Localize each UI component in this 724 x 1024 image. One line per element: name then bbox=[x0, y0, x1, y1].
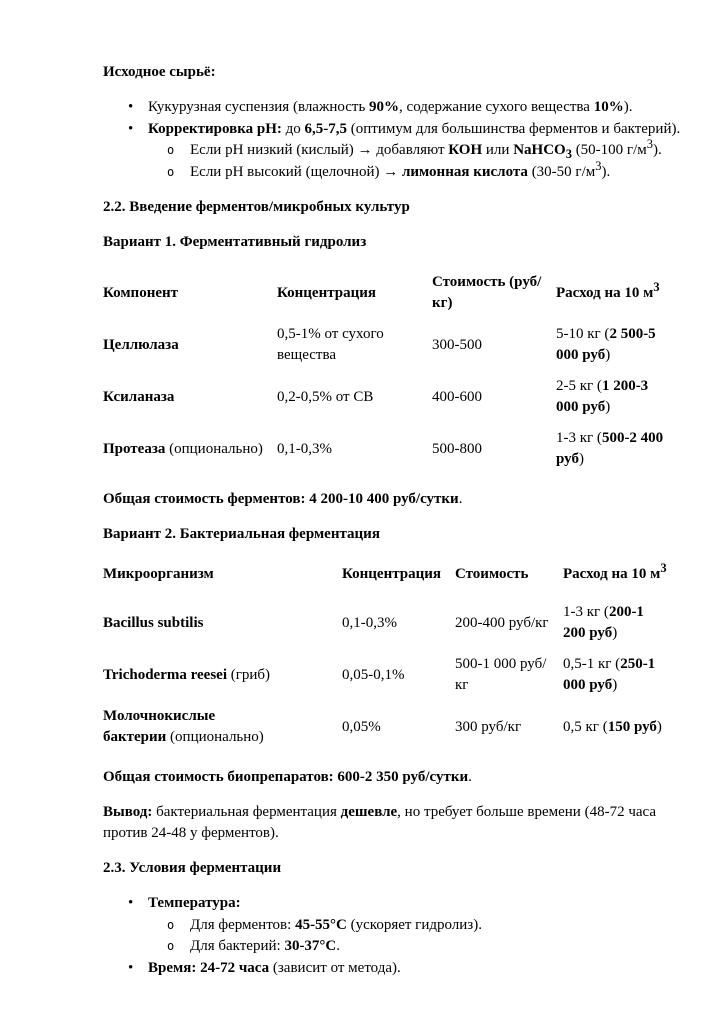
col-header-microorganism: Микроорганизм bbox=[103, 566, 214, 582]
bullet-item-text: Корректировка pH: до 6,5-7,5 (оптимум для большинства ферментов и бактерий). bbox=[148, 120, 681, 137]
cell-microorganism: Bacillus subtilis bbox=[103, 614, 204, 631]
bullet-item-text: Время: 24-72 часа (зависит от метода). bbox=[148, 959, 401, 976]
table-header-row bbox=[103, 267, 670, 319]
bullet-item-ph bbox=[103, 119, 684, 141]
col-header-cost: Стоимость (руб/кг) bbox=[432, 274, 542, 311]
bullet-item-corn bbox=[103, 97, 684, 119]
bullet-item-temp-enzymes bbox=[103, 915, 684, 937]
bacteria-table bbox=[103, 559, 670, 753]
cell-cost: 300 руб/кг bbox=[455, 718, 522, 735]
bullet-disc-icon: • bbox=[128, 120, 134, 137]
bullet-circle-icon: o bbox=[167, 143, 175, 157]
heading-raw-materials: Исходное сырьё: bbox=[103, 64, 216, 80]
table-row-lactic-bacteria bbox=[103, 701, 670, 753]
table-header-row bbox=[103, 559, 670, 597]
cell-consumption: 1-3 кг (500-2 400 руб) bbox=[556, 430, 664, 467]
bullet-item-time bbox=[103, 958, 684, 980]
bullet-item-temperature bbox=[103, 893, 684, 915]
col-header-concentration: Концентрация bbox=[342, 566, 442, 582]
cell-concentration: 0,1-0,3% bbox=[342, 614, 397, 631]
cell-concentration: 0,5-1% от сухого вещества bbox=[277, 326, 384, 363]
enzymes-table bbox=[103, 267, 670, 475]
cell-component: Ксиланаза bbox=[103, 388, 175, 405]
cell-concentration: 0,05-0,1% bbox=[342, 666, 405, 683]
heading-variant-1: Вариант 1. Ферментативный гидролиз bbox=[103, 234, 367, 250]
cell-cost: 300-500 bbox=[432, 336, 482, 353]
biopreparations-total: Общая стоимость биопрепаратов: 600-2 350 руб/сутки. bbox=[103, 769, 472, 785]
cell-concentration: 0,2-0,5% от СВ bbox=[277, 388, 374, 405]
bullet-circle-icon: o bbox=[167, 917, 175, 932]
cell-microorganism: Trichoderma reesei (гриб) bbox=[103, 666, 271, 683]
cell-cost: 200-400 руб/кг bbox=[455, 614, 549, 631]
raw-materials-list bbox=[103, 97, 684, 183]
cell-consumption: 0,5-1 кг (250-1 000 руб) bbox=[563, 656, 656, 693]
col-header-consumption: Расход на 10 $м^3$ bbox=[563, 561, 667, 582]
cell-concentration: 0,05% bbox=[342, 718, 381, 735]
bullet-item-text: Если pH низкий (кислый) → добавляют КОН или NaHCO$_3$ (50-100 $г/м^3$). bbox=[190, 137, 662, 161]
heading-section-2-2: 2.2. Введение ферментов/микробных культур bbox=[103, 199, 410, 215]
bullet-item-text: Температура: bbox=[148, 895, 241, 911]
col-header-cost: Стоимость bbox=[455, 566, 529, 582]
fermentation-conditions-list bbox=[103, 893, 684, 979]
cell-concentration: 0,1-0,3% bbox=[277, 440, 332, 457]
col-header-consumption: Расход на 10 $м^3$ bbox=[556, 279, 660, 301]
table-row-trichoderma bbox=[103, 649, 670, 701]
bullet-item-text: Кукурузная суспензия (влажность 90%, содержание сухого вещества 10%). bbox=[148, 99, 633, 115]
bullet-item-ph-high bbox=[103, 158, 684, 184]
cell-consumption: 5-10 кг (2 500-5 000 руб) bbox=[556, 326, 656, 363]
bullet-disc-icon: • bbox=[128, 895, 134, 911]
conclusion-paragraph: Вывод: бактериальная ферментация дешевле, но требует больше времени (48-72 часа против 24-48 у ферментов). bbox=[103, 804, 657, 841]
col-header-concentration: Концентрация bbox=[277, 284, 377, 301]
cell-microorganism: Молочнокислые бактерии (опционально) bbox=[103, 708, 264, 745]
bullet-disc-icon: • bbox=[128, 959, 134, 976]
bullet-item-text: Если pH высокий (щелочной) → лимонная кислота (30-50 $г/м^3$). bbox=[190, 158, 611, 180]
table-row-bacillus bbox=[103, 597, 670, 649]
bullet-item-temp-bacteria bbox=[103, 936, 684, 958]
table-row-xylanase bbox=[103, 371, 670, 423]
heading-variant-2: Вариант 2. Бактериальная ферментация bbox=[103, 526, 380, 542]
bullet-disc-icon: • bbox=[128, 99, 134, 115]
cell-consumption: 2-5 кг (1 200-3 000 руб) bbox=[556, 378, 649, 415]
col-header-component: Компонент bbox=[103, 284, 179, 301]
heading-section-2-3: 2.3. Условия ферментации bbox=[103, 860, 282, 876]
bullet-circle-icon: o bbox=[167, 939, 175, 953]
cell-cost: 400-600 bbox=[432, 388, 482, 405]
bullet-item-text: Для ферментов: 45-55°С (ускоряет гидролиз). bbox=[190, 916, 482, 933]
cell-component: Целлюлаза bbox=[103, 336, 179, 353]
cell-component: Протеаза (опционально) bbox=[103, 440, 263, 457]
table-row-cellulase bbox=[103, 319, 670, 371]
bullet-circle-icon: o bbox=[167, 164, 175, 179]
bullet-item-text: Для бактерий: 30-37°С. bbox=[190, 938, 341, 954]
table-row-protease bbox=[103, 423, 670, 475]
cell-consumption: 1-3 кг (200-1 200 руб) bbox=[563, 604, 644, 641]
cell-consumption: 0,5 кг (150 руб) bbox=[563, 718, 662, 735]
cell-cost: 500-1 000 руб/кг bbox=[455, 656, 547, 693]
cell-cost: 500-800 bbox=[432, 440, 482, 457]
enzymes-total: Общая стоимость ферментов: 4 200-10 400 руб/сутки. bbox=[103, 491, 463, 507]
